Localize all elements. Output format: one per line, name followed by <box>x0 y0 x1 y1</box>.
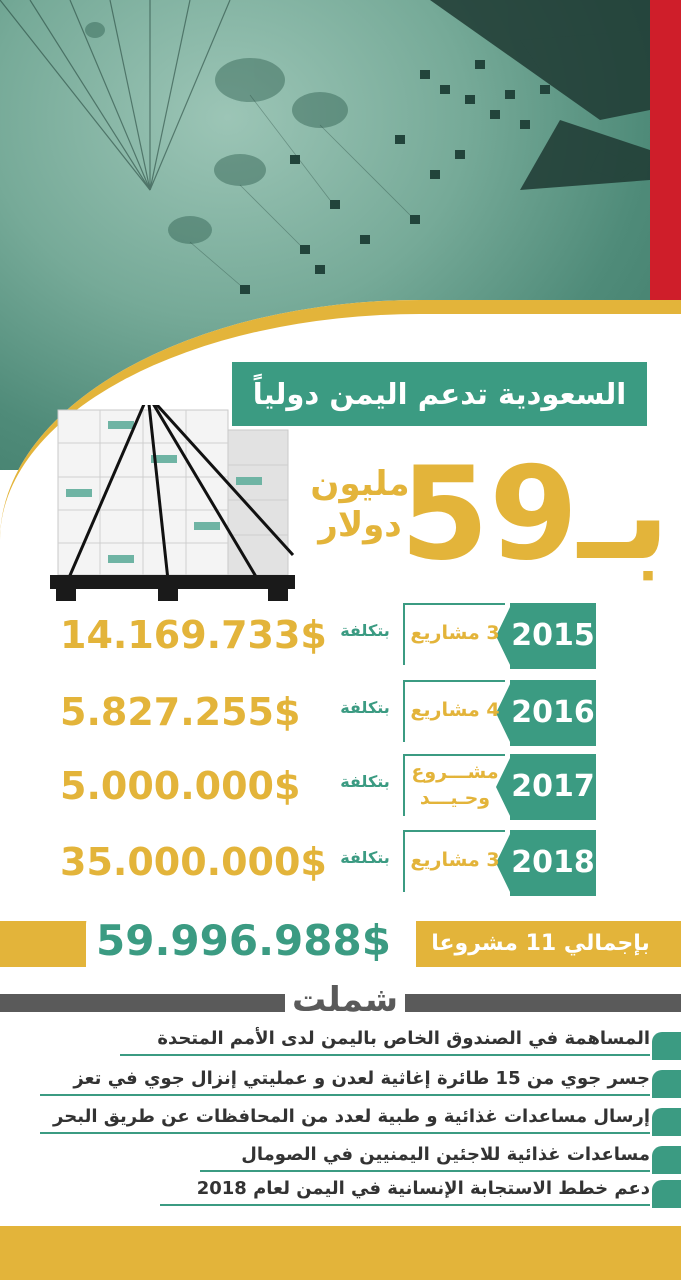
list-bullet <box>652 1032 681 1060</box>
project-count-line1: مشـــروع <box>411 761 499 783</box>
project-count: 4 مشاريع <box>403 680 505 742</box>
cost-amount: 14.169.733$ <box>60 613 327 657</box>
item-underline <box>160 1204 650 1206</box>
list-bullet <box>652 1146 681 1174</box>
total-label: بإجمالي 11 مشروعا <box>431 931 650 956</box>
included-item-5: دعم خطط الاستجابة الإنسانية في اليمن لعام 2018 <box>196 1178 650 1199</box>
year-row-2015 <box>0 603 681 669</box>
list-bullet <box>652 1070 681 1098</box>
list-bullet <box>652 1108 681 1136</box>
included-item-1: المساهمة في الصندوق الخاص باليمن لدى الأمم المتحدة <box>157 1028 650 1049</box>
bottom-band <box>0 1226 681 1280</box>
total-million-figure <box>400 440 670 590</box>
included-item-3: إرسال مساعدات غذائية و طبية لعدد من المحافظات عن طريق البحر <box>53 1106 650 1127</box>
year-label: 2015 <box>510 603 596 669</box>
item-underline <box>40 1132 650 1134</box>
cost-label: بتكلفة <box>340 698 390 717</box>
cost-label: بتكلفة <box>340 772 390 791</box>
included-item-2: جسر جوي من 15 طائرة إغاثية لعدن و عمليتي إنزال جوي في تعز <box>73 1068 650 1089</box>
page-title: السعودية تدعم اليمن دولياً <box>232 362 647 426</box>
cost-amount: 35.000.000$ <box>60 840 327 884</box>
project-count <box>403 754 505 816</box>
cost-label: بتكلفة <box>340 621 390 640</box>
amount-prefix: بـ <box>578 440 670 589</box>
project-count: 3 مشاريع <box>403 603 505 665</box>
year-label: 2017 <box>510 754 596 820</box>
year-label: 2016 <box>510 680 596 746</box>
year-row-2016 <box>0 680 681 746</box>
cost-label: بتكلفة <box>340 848 390 867</box>
cost-amount: 5.827.255$ <box>60 690 301 734</box>
year-label: 2018 <box>510 830 596 896</box>
total-value: 59.996.988$ <box>96 916 391 965</box>
project-count-line2: وحـيـــد <box>419 787 491 809</box>
included-item-4: مساعدات غذائية للاجئين اليمنيين في الصومال <box>241 1144 650 1165</box>
cost-amount: 5.000.000$ <box>60 764 301 808</box>
included-title: شملت <box>285 978 405 1024</box>
year-row-2017 <box>0 754 681 820</box>
item-underline <box>120 1054 650 1056</box>
item-underline <box>40 1094 650 1096</box>
aid-pallet-illustration <box>48 405 298 610</box>
project-count: 3 مشاريع <box>403 830 505 892</box>
unit-dollar: دولار <box>318 505 402 545</box>
year-row-2018 <box>0 830 681 896</box>
amount-number: 59 <box>400 440 579 589</box>
list-bullet <box>652 1180 681 1208</box>
unit-million: مليون <box>310 464 410 504</box>
